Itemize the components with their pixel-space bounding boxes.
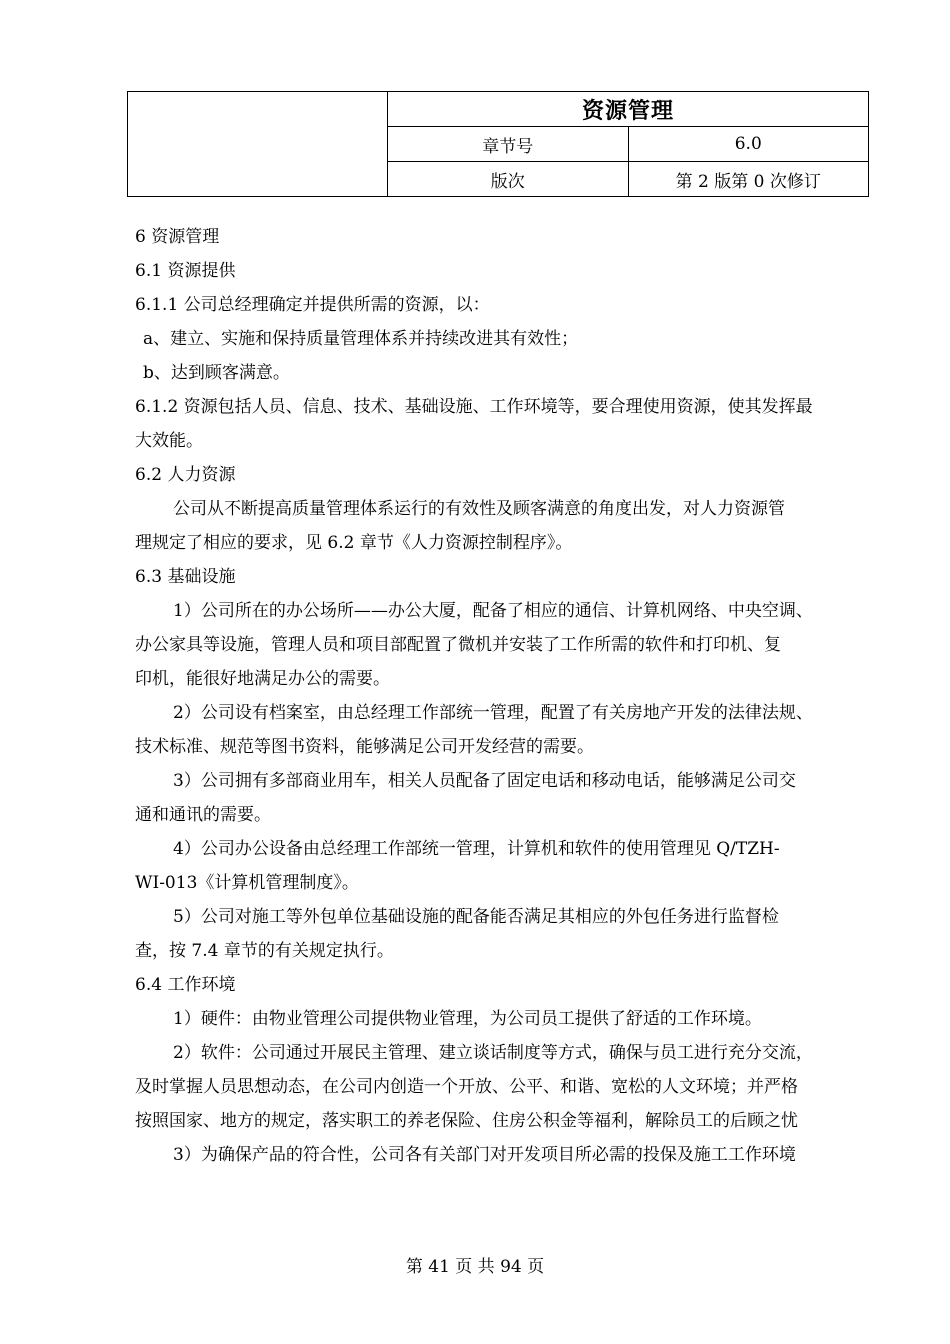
item-6-3-3-line-1: 3）公司拥有多部商业用车，相关人员配备了固定电话和移动电话，能够满足公司交 <box>173 771 796 791</box>
item-6-3-3-line-2: 通和通讯的需要。 <box>135 805 271 825</box>
para-6-2-line-1: 公司从不断提高质量管理体系运行的有效性及顾客满意的角度出发，对人力资源管 <box>173 499 785 519</box>
item-6-3-4-line-1: 4）公司办公设备由总经理工作部统一管理，计算机和软件的使用管理见 Q/TZH- <box>173 839 780 859</box>
item-6-3-1-line-1: 1）公司所在的办公场所——办公大厦，配备了相应的通信、计算机网络、中央空调、 <box>173 601 813 621</box>
document-header-table <box>127 91 869 197</box>
document-body <box>135 220 867 1172</box>
edition-value: 第 2 版第 0 次修订 <box>628 162 869 197</box>
item-6-3-5-line-2: 查，按 7.4 章节的有关规定执行。 <box>135 941 394 961</box>
chapter-number-value: 6.0 <box>628 127 869 162</box>
item-6-3-2-line-2: 技术标准、规范等图书资料，能够满足公司开发经营的需要。 <box>135 737 594 757</box>
section-heading-6: 6 资源管理 <box>135 227 220 247</box>
para-6-2-line-2: 理规定了相应的要求，见 6.2 章节《人力资源控制程序》。 <box>135 533 573 553</box>
clause-6-1-2-line-2: 大效能。 <box>135 431 203 451</box>
clause-6-1-1-b: b、达到顾客满意。 <box>143 363 290 383</box>
header-logo-cell <box>128 92 388 197</box>
item-6-3-2-line-1: 2）公司设有档案室，由总经理工作部统一管理，配置了有关房地产开发的法律法规、 <box>173 703 813 723</box>
item-6-4-2-line-2: 及时掌握人员思想动态，在公司内创造一个开放、公平、和谐、宽松的人文环境；并严格 <box>135 1077 798 1097</box>
clause-6-1-1: 6.1.1 公司总经理确定并提供所需的资源，以： <box>135 295 490 315</box>
item-6-4-3-line-1: 3）为确保产品的符合性，公司各有关部门对开发项目所必需的投保及施工工作环境 <box>173 1145 796 1165</box>
section-heading-6-3: 6.3 基础设施 <box>135 567 236 587</box>
item-6-4-2-line-1: 2）软件：公司通过开展民主管理、建立谈话制度等方式，确保与员工进行充分交流， <box>173 1043 813 1063</box>
edition-label: 版次 <box>388 162 629 197</box>
clause-6-1-1-a: a、建立、实施和保持质量管理体系并持续改进其有效性； <box>143 329 579 349</box>
item-6-3-1-line-2: 办公家具等设施，管理人员和项目部配置了微机并安装了工作所需的软件和打印机、复 <box>135 635 781 655</box>
page-number-footer: 第 41 页 共 94 页 <box>405 1257 545 1277</box>
item-6-4-2-line-3: 按照国家、地方的规定，落实职工的养老保险、住房公积金等福利，解除员工的后顾之忧 <box>135 1111 798 1131</box>
item-6-3-5-line-1: 5）公司对施工等外包单位基础设施的配备能否满足其相应的外包任务进行监督检 <box>173 907 779 927</box>
item-6-3-4-line-2: WI-013《计算机管理制度》。 <box>135 873 359 893</box>
section-heading-6-4: 6.4 工作环境 <box>135 975 236 995</box>
chapter-number-label: 章节号 <box>388 127 629 162</box>
section-heading-6-1: 6.1 资源提供 <box>135 261 236 281</box>
clause-6-1-2-line-1: 6.1.2 资源包括人员、信息、技术、基础设施、工作环境等，要合理使用资源，使其发挥最 <box>135 397 813 417</box>
section-heading-6-2: 6.2 人力资源 <box>135 465 236 485</box>
item-6-3-1-line-3: 印机，能很好地满足办公的需要。 <box>135 669 390 689</box>
header-title: 资源管理 <box>388 92 869 127</box>
item-6-4-1: 1）硬件：由物业管理公司提供物业管理，为公司员工提供了舒适的工作环境。 <box>173 1009 762 1029</box>
